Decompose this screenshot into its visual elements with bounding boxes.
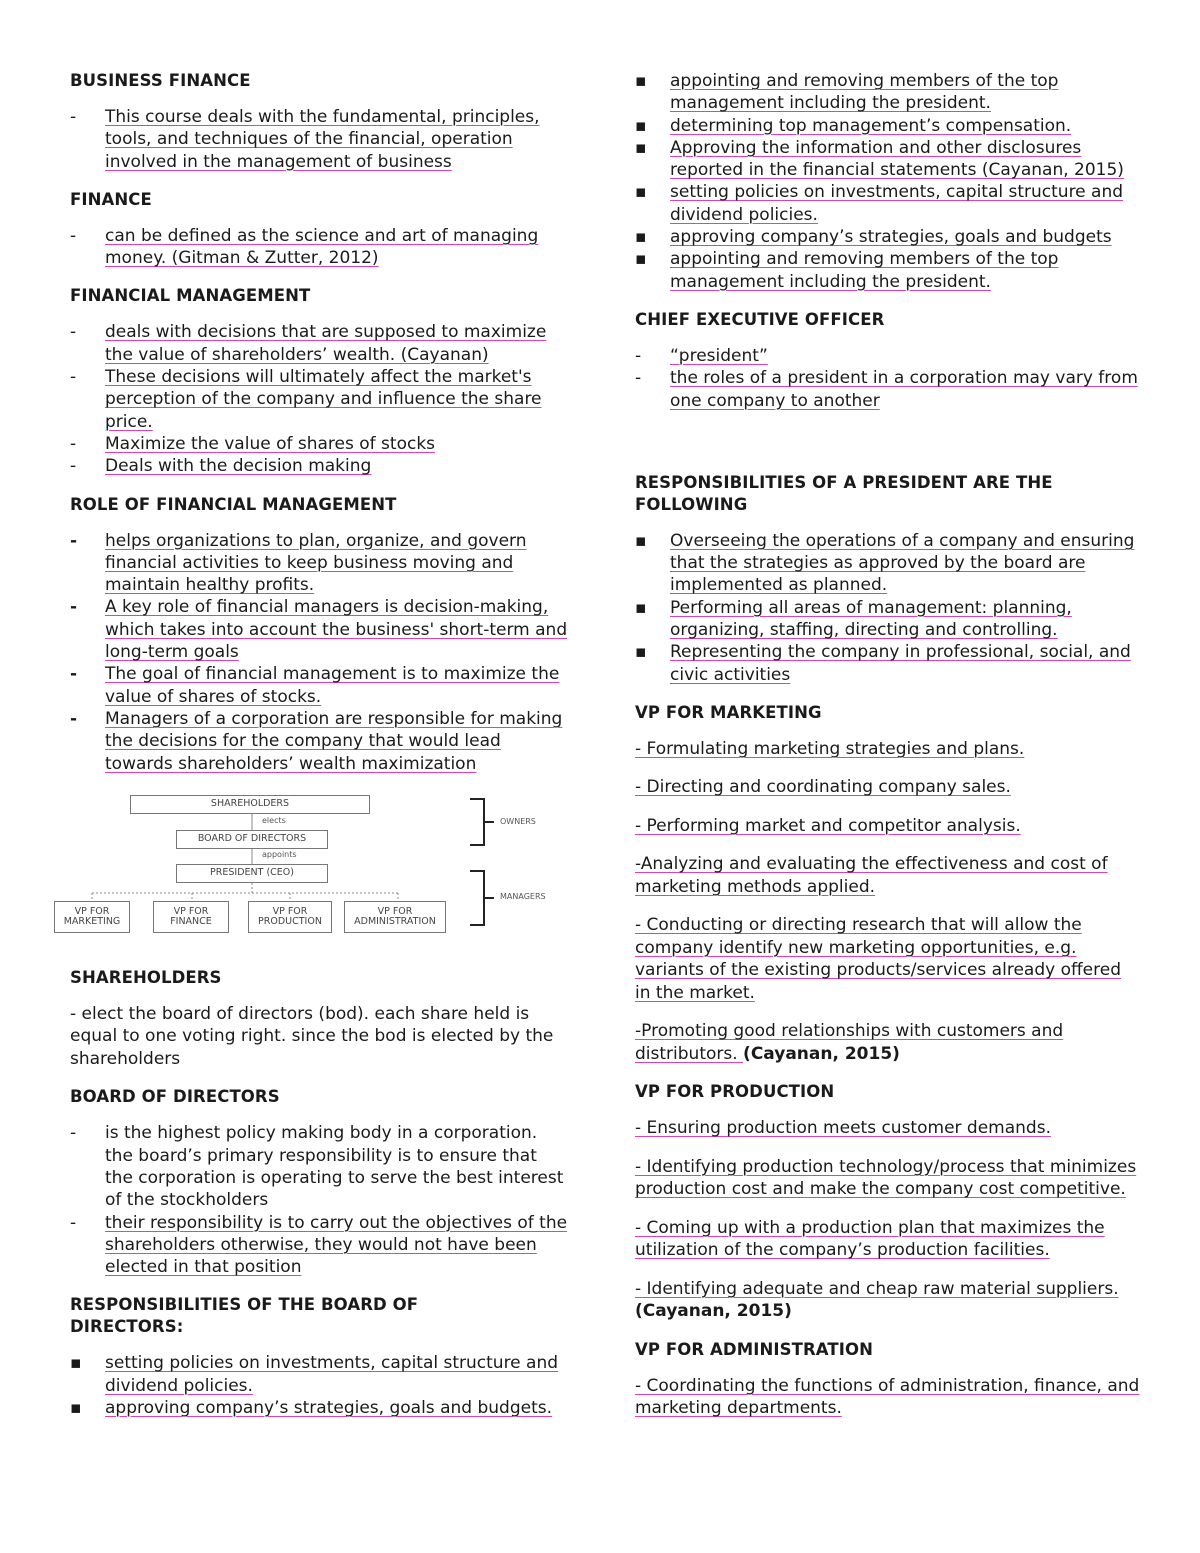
list-item: ▪ approving company’s strategies, goals and budgets xyxy=(635,227,1112,248)
dash-marker: - xyxy=(70,107,77,127)
list-item: - their responsibility is to carry out the objectives of the shareholders otherwise, they would not have been elected in that position xyxy=(70,1212,568,1278)
list-item: - This course deals with the fundamental, principles, tools, and techniques of the financial, operation involved in the management of business xyxy=(70,107,540,172)
shareholders-box: SHAREHOLDERS xyxy=(130,795,370,814)
managers-label: MANAGERS xyxy=(500,891,546,901)
bullet-marker: ▪ xyxy=(70,1353,82,1374)
heading-vp-marketing: VP FOR MARKETING xyxy=(635,702,822,722)
right-column xyxy=(635,70,1140,1436)
vp-administration-item: - Coordinating the functions of administration, finance, and marketing departments. xyxy=(635,1375,1140,1419)
list-item: ▪ appointing and removing members of the top management including the president. xyxy=(635,249,1059,292)
dash-marker: - xyxy=(70,530,78,551)
owners-label: OWNERS xyxy=(500,816,536,826)
heading-financial-management: FINANCIAL MANAGEMENT xyxy=(70,286,311,306)
list-item: - “president” xyxy=(635,345,768,366)
bullet-marker: ▪ xyxy=(70,1398,82,1418)
bullet-marker: ▪ xyxy=(635,249,647,270)
bullet-marker: ▪ xyxy=(635,71,647,91)
elects-label: elects xyxy=(262,815,286,825)
board-responsibilities-list xyxy=(70,1352,570,1419)
dash-marker: - xyxy=(70,433,77,454)
bullet-marker: ▪ xyxy=(635,642,647,663)
list-item: - Deals with the decision making xyxy=(70,456,372,477)
vp-finance-box: VP FOR FINANCE xyxy=(153,901,229,933)
heading-board-of-directors: BOARD OF DIRECTORS xyxy=(70,1087,280,1107)
dash-marker: - xyxy=(70,708,78,729)
board-responsibilities-continued xyxy=(635,70,1140,293)
list-item: - A key role of financial managers is decision-making, which takes into account the business' short-term and long-term goals xyxy=(70,597,568,663)
vp-production-box: VP FOR PRODUCTION xyxy=(248,901,332,933)
vp-marketing-box: VP FOR MARKETING xyxy=(54,901,130,933)
vp-marketing-item: - Performing market and competitor analysis. xyxy=(635,815,1021,836)
dash-marker: - xyxy=(70,1123,77,1144)
dash-marker: - xyxy=(70,664,78,685)
vp-administration-box: VP FOR ADMINISTRATION xyxy=(344,901,446,933)
list-item: ▪ Performing all areas of management: planning, organizing, staffing, directing and controlling. xyxy=(635,597,1072,641)
bullet-marker: ▪ xyxy=(635,530,647,551)
list-item: ▪ setting policies on investments, capital structure and dividend policies. xyxy=(70,1353,559,1396)
appoints-label: appoints xyxy=(262,849,297,859)
president-responsibilities-list xyxy=(635,530,1140,686)
list-item: ▪ approving company’s strategies, goals and budgets. xyxy=(70,1398,552,1418)
list-item: ▪ determining top management’s compensation. xyxy=(635,115,1072,136)
list-item: - deals with decisions that are supposed to maximize the value of shareholders’ wealth. (Cayanan) xyxy=(70,322,547,365)
list-item: - Maximize the value of shares of stocks xyxy=(70,433,436,454)
vp-marketing-item: -Promoting good relationships with customers and distributors. (Cayanan, 2015) xyxy=(635,1021,1064,1064)
list-item: - helps organizations to plan, organize, and govern financial activities to keep business moving and maintain healthy profits. xyxy=(70,530,527,596)
list-item: ▪ appointing and removing members of the top management including the president. xyxy=(635,71,1059,114)
heading-vp-production: VP FOR PRODUCTION xyxy=(635,1082,835,1102)
heading-role-of-financial-management: ROLE OF FINANCIAL MANAGEMENT xyxy=(70,494,397,514)
vp-marketing-item: - Formulating marketing strategies and plans. xyxy=(635,738,1025,759)
dash-marker: - xyxy=(70,456,77,477)
vp-marketing-item: - Directing and coordinating company sales. xyxy=(635,777,1011,798)
dash-marker: - xyxy=(70,322,77,343)
list-item: ▪ Approving the information and other disclosures reported in the financial statements (Cayanan, 2015) xyxy=(635,137,1124,181)
vp-production-item: - Coming up with a production plan that maximizes the utilization of the company’s production facilities. xyxy=(635,1217,1105,1261)
dash-marker: - xyxy=(70,597,78,618)
bullet-marker: ▪ xyxy=(635,182,647,203)
dash-marker: - xyxy=(70,225,77,246)
vp-marketing-item: - Conducting or directing research that will allow the company identify new marketing opportunities, e.g. variants of the existing products/services already offered in the market. xyxy=(635,915,1122,1003)
list-item: - The goal of financial management is to maximize the value of shares of stocks. xyxy=(70,664,560,707)
vp-production-item: - Identifying adequate and cheap raw material suppliers. (Cayanan, 2015) xyxy=(635,1278,1119,1322)
heading-business-finance: BUSINESS FINANCE xyxy=(70,71,251,90)
list-item: - is the highest policy making body in a corporation. the board’s primary responsibility is to ensure that the corporation is operating to serve the best interest of the stockholders xyxy=(70,1123,564,1211)
dash-marker: - xyxy=(70,1212,77,1233)
list-item: ▪ Overseeing the operations of a company and ensuring that the strategies as approved by the board are implemented as planned. xyxy=(635,530,1135,596)
dash-marker: - xyxy=(635,345,642,366)
vp-production-item: - Identifying production technology/process that minimizes production cost and make the company cost competitive. xyxy=(635,1156,1137,1200)
org-chart xyxy=(63,789,552,949)
heading-shareholders: SHAREHOLDERS xyxy=(70,967,222,987)
list-item: ▪ Representing the company in professional, social, and civic activities xyxy=(635,642,1131,685)
bullet-marker: ▪ xyxy=(635,597,647,618)
heading-vp-administration: VP FOR ADMINISTRATION xyxy=(635,1339,873,1359)
ceo-list xyxy=(635,345,1140,412)
heading-finance: FINANCE xyxy=(70,189,152,209)
dash-marker: - xyxy=(70,367,77,388)
vp-production-item: - Ensuring production meets customer demands. xyxy=(635,1118,1051,1139)
citation: (Cayanan, 2015) xyxy=(635,1301,792,1322)
bullet-marker: ▪ xyxy=(635,115,647,136)
list-item: - These decisions will ultimately affect the market's perception of the company and influence the share price. xyxy=(70,367,542,432)
list-item: - the roles of a president in a corporation may vary from one company to another xyxy=(635,368,1138,411)
finance-list xyxy=(70,225,570,270)
shareholders-text: - elect the board of directors (bod). each share held is equal to one voting right. since the bod is elected by the shareholders xyxy=(70,1003,554,1069)
heading-ceo: CHIEF EXECUTIVE OFFICER xyxy=(635,309,885,329)
heading-president-responsibilities: RESPONSIBILITIES OF A PRESIDENT ARE THE FOLLOWING xyxy=(635,472,1053,514)
heading-board-responsibilities: RESPONSIBILITIES OF THE BOARD OF DIRECTORS: xyxy=(70,1295,419,1337)
vp-marketing-item: -Analyzing and evaluating the effectiveness and cost of marketing methods applied. xyxy=(635,854,1108,897)
citation: (Cayanan, 2015) xyxy=(743,1043,900,1064)
board-box: BOARD OF DIRECTORS xyxy=(176,830,328,849)
business-finance-list xyxy=(70,106,570,173)
board-list xyxy=(70,1122,570,1278)
list-item: - Managers of a corporation are responsible for making the decisions for the company that would lead towards shareholders’ wealth maximization xyxy=(70,708,563,774)
left-column xyxy=(63,70,570,1435)
spacer xyxy=(635,428,1140,472)
list-item: - can be defined as the science and art of managing money. (Gitman & Zutter, 2012) xyxy=(70,225,539,269)
bullet-marker: ▪ xyxy=(635,227,647,248)
bullet-marker: ▪ xyxy=(635,137,647,158)
president-box: PRESIDENT (CEO) xyxy=(176,864,328,883)
list-item: ▪ setting policies on investments, capital structure and dividend policies. xyxy=(635,182,1124,225)
role-list xyxy=(70,530,570,775)
financial-management-list xyxy=(70,321,570,477)
dash-marker: - xyxy=(635,368,642,389)
